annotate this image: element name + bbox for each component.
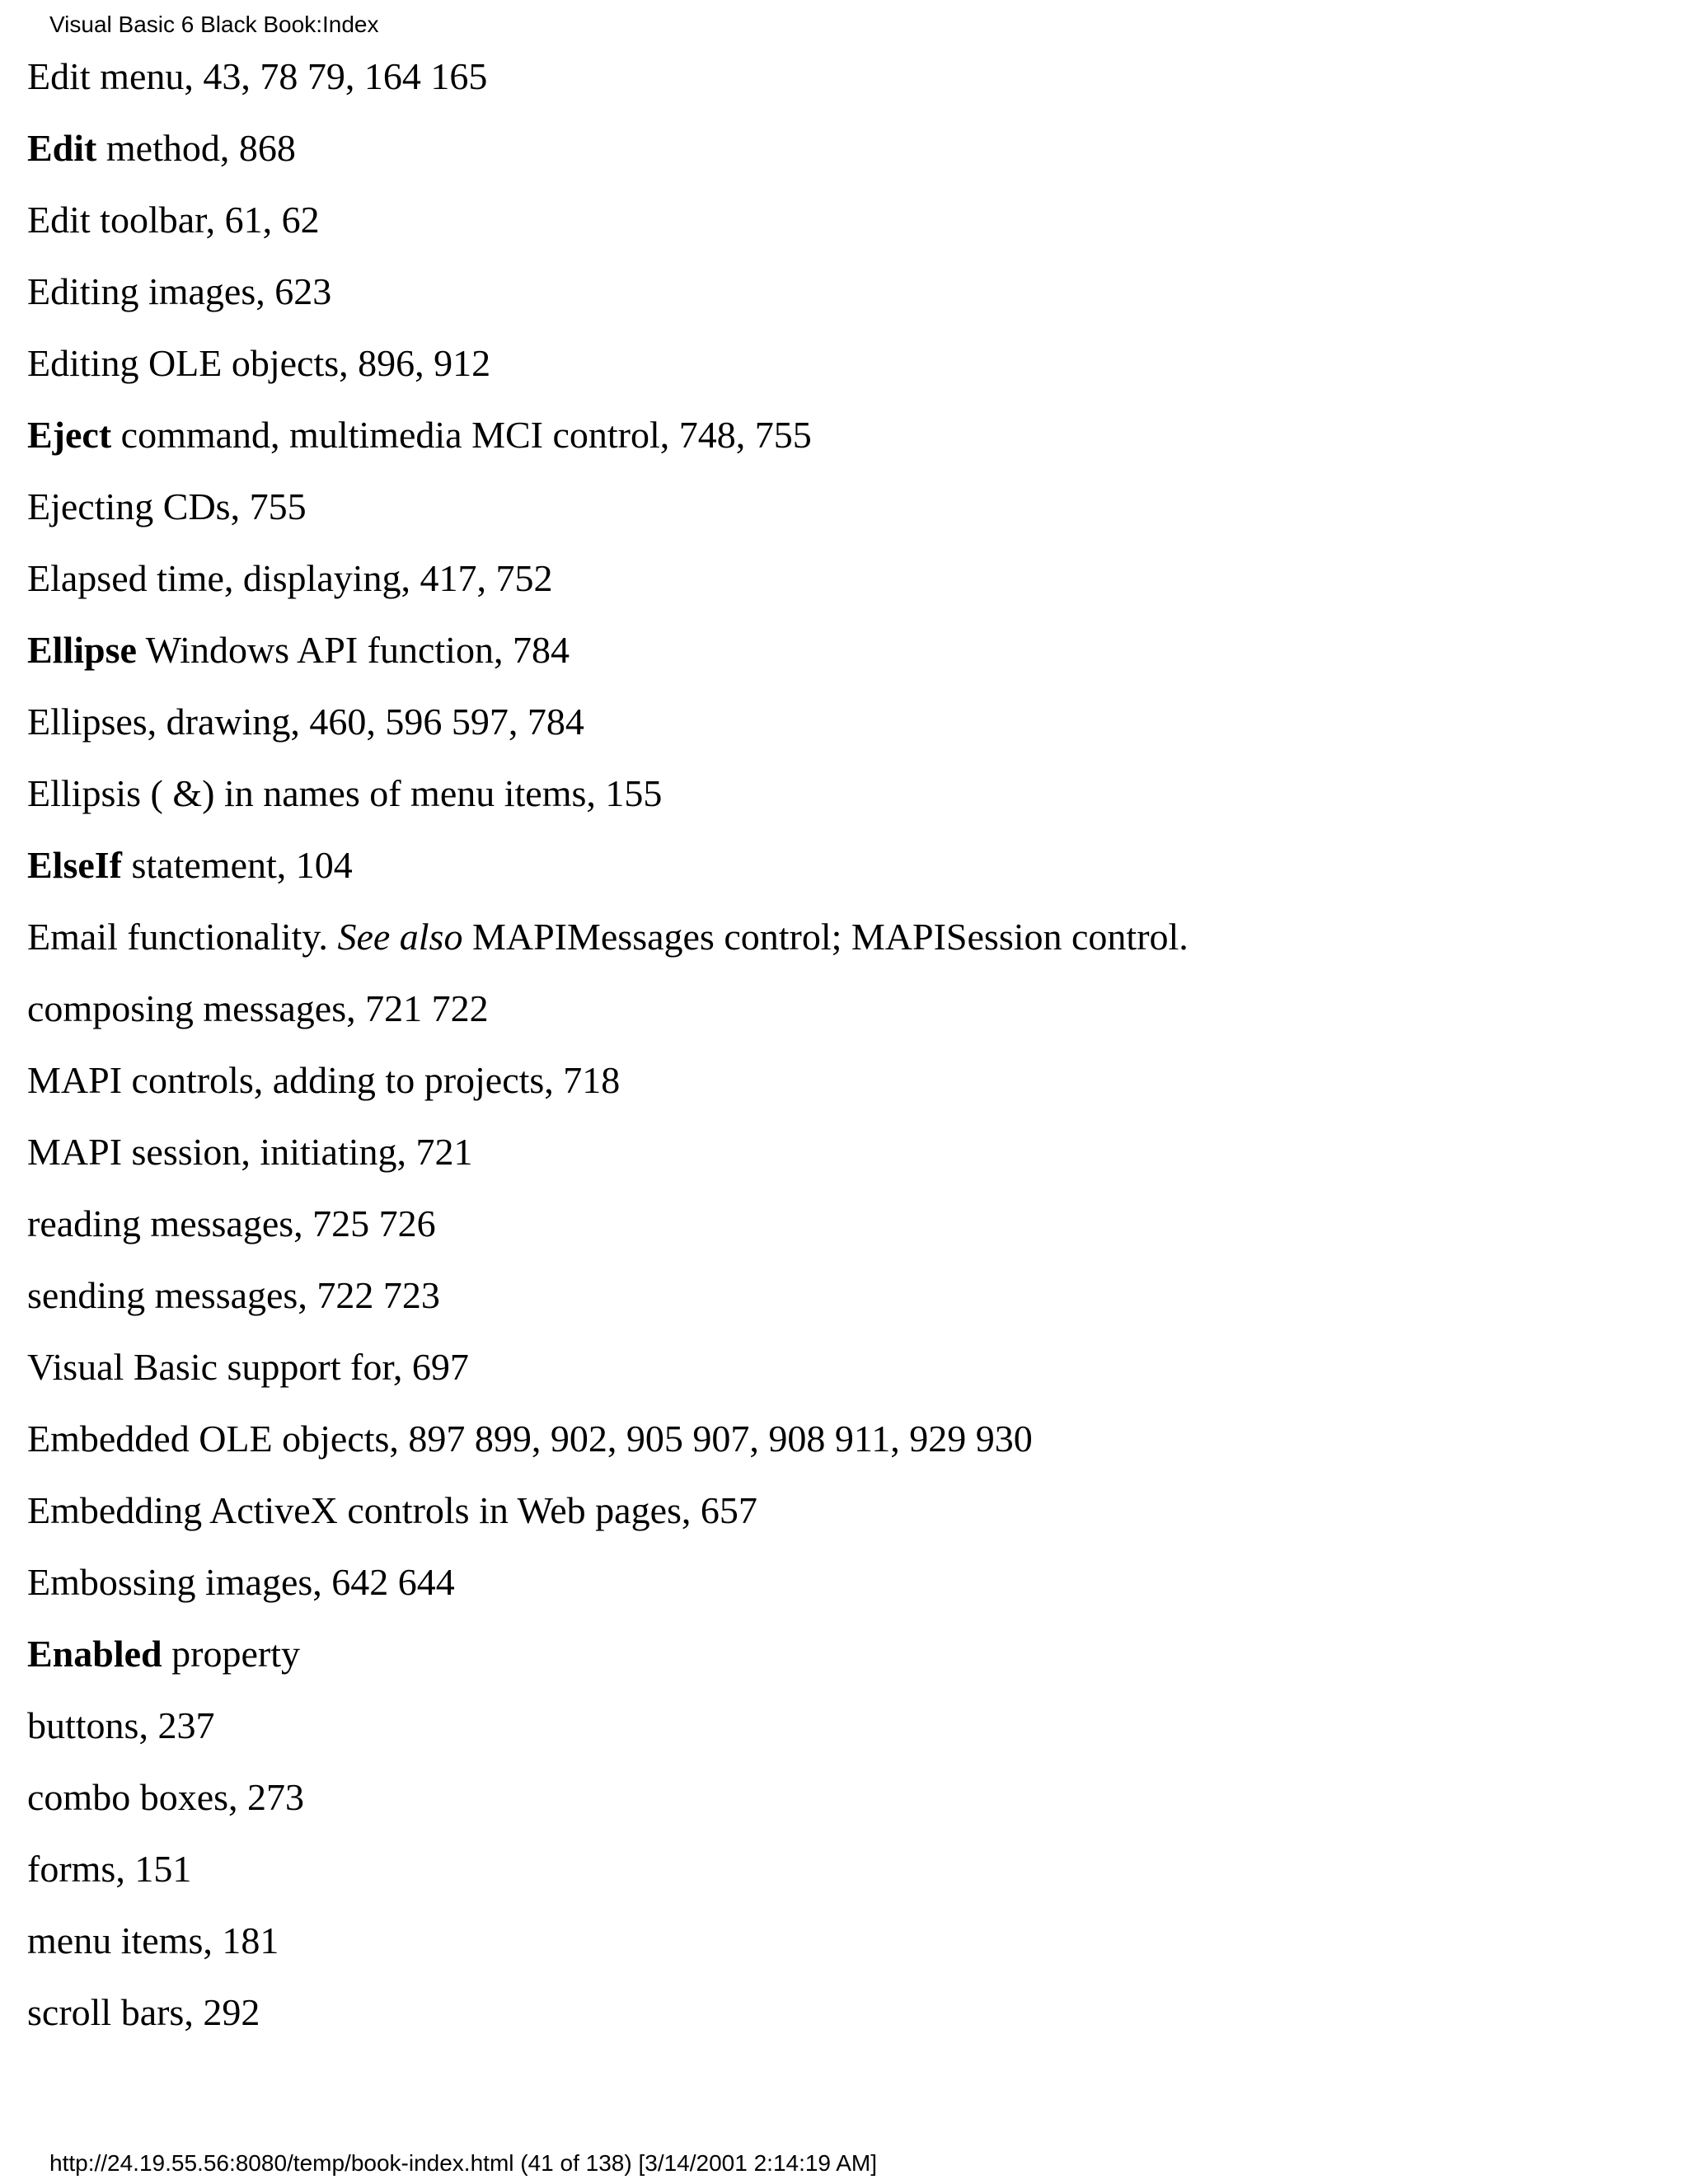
index-entry: Embedded OLE objects, 897 899, 902, 905 907, 908 911, 929 930 — [27, 1418, 1033, 1460]
index-subentry: buttons, 237 — [27, 1704, 215, 1746]
index-subentry: composing messages, 721 722 — [27, 987, 489, 1029]
index-subentry: reading messages, 725 726 — [27, 1202, 436, 1244]
index-entry: Eject command, multimedia MCI control, 748, 755 — [27, 414, 812, 456]
entry-keyword: Enabled — [27, 1633, 162, 1675]
index-entry: Ellipse Windows API function, 784 — [27, 629, 570, 671]
entry-keyword: Eject — [27, 414, 112, 456]
index-subentry: Visual Basic support for, 697 — [27, 1346, 469, 1388]
index-entry: Edit method, 868 — [27, 127, 296, 169]
index-subentry: sending messages, 722 723 — [27, 1274, 440, 1316]
index-entry: Ellipsis ( &) in names of menu items, 155 — [27, 772, 663, 814]
index-entry: Ejecting CDs, 755 — [27, 485, 307, 527]
entry-keyword: Ellipse — [27, 629, 137, 671]
index-entry: Elapsed time, displaying, 417, 752 — [27, 557, 553, 599]
index-subentry: MAPI session, initiating, 721 — [27, 1131, 473, 1173]
index-subentry: MAPI controls, adding to projects, 718 — [27, 1059, 621, 1101]
index-entry: Edit toolbar, 61, 62 — [27, 199, 320, 241]
index-subentry: forms, 151 — [27, 1848, 192, 1890]
index-subentry: menu items, 181 — [27, 1919, 279, 1961]
index-entry: Enabled property — [27, 1633, 300, 1675]
index-entry: Editing images, 623 — [27, 270, 332, 312]
see-also-label: See also — [337, 916, 463, 958]
index-entry: Ellipses, drawing, 460, 596 597, 784 — [27, 701, 584, 743]
entry-keyword: Edit — [27, 127, 97, 169]
index-subentry: scroll bars, 292 — [27, 1991, 260, 2033]
page-header: Visual Basic 6 Black Book:Index — [49, 12, 379, 37]
index-entry: Editing OLE objects, 896, 912 — [27, 342, 491, 384]
index-subentry: combo boxes, 273 — [27, 1776, 305, 1818]
index-entry: Email functionality. See also MAPIMessages control; MAPISession control. — [27, 916, 1189, 958]
index-entry: ElseIf statement, 104 — [27, 844, 353, 886]
index-entry: Embossing images, 642 644 — [27, 1561, 455, 1603]
entry-keyword: ElseIf — [27, 844, 122, 886]
index-entry: Edit menu, 43, 78 79, 164 165 — [27, 55, 488, 97]
index-list — [27, 51, 1189, 2059]
index-entry: Embedding ActiveX controls in Web pages, 657 — [27, 1489, 757, 1531]
page-footer-url: http://24.19.55.56:8080/temp/book-index.html (41 of 138) [3/14/2001 2:14:19 AM] — [49, 2150, 878, 2176]
